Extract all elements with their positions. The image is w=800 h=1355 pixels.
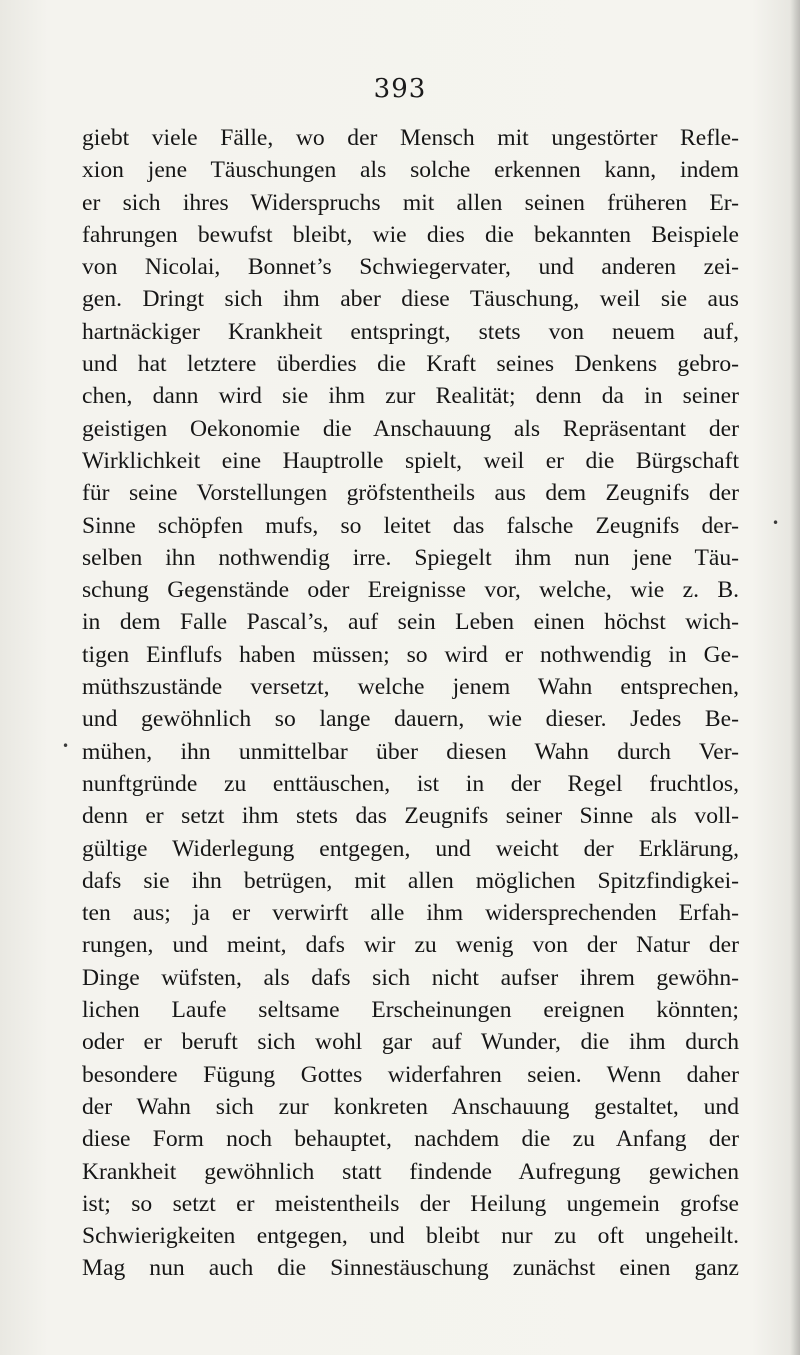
text-line: Wirklichkeit eine Hauptrolle spielt, weil er die Bürgschaft [82, 447, 739, 474]
text-line: für seine Vorstellungen gröfstentheils aus dem Zeugnifs der [82, 480, 739, 507]
text-line: ist; so setzt er meistentheils der Heilung ungemein grofse [82, 1190, 739, 1217]
text-line: Sinne schöpfen mufs, so leitet das falsche Zeugnifs der- [82, 512, 739, 539]
text-line: fahrungen bewufst bleibt, wie dies die bekannten Beispiele [82, 221, 739, 248]
text-line: denn er setzt ihm stets das Zeugnifs seiner Sinne als voll- [82, 803, 739, 830]
text-line: besondere Fügung Gottes widerfahren seien. Wenn daher [82, 1061, 739, 1088]
text-line: in dem Falle Pascal’s, auf sein Leben einen höchst wich- [82, 609, 739, 636]
text-line: giebt viele Fälle, wo der Mensch mit ungestörter Refle- [82, 125, 739, 151]
text-line: gültige Widerlegung entgegen, und weicht der Erklärung, [82, 835, 739, 862]
text-line: Krankheit gewöhnlich statt findende Aufregung gewichen [82, 1158, 739, 1185]
text-line: Mag nun auch die Sinnestäuschung zunächst einen ganz [82, 1255, 739, 1282]
text-line: er sich ihres Widerspruchs mit allen seinen früheren Er- [82, 189, 739, 216]
speck-mark: • [62, 739, 70, 753]
text-line: müthszustände versetzt, welche jenem Wahn entsprechen, [82, 674, 739, 701]
text-line: Dinge wüfsten, als dafs sich nicht aufser ihrem gewöhn- [82, 964, 739, 991]
text-line: hartnäckiger Krankheit entspringt, stets von neuem auf, [82, 318, 739, 345]
page-number: 393 [373, 74, 427, 104]
speck-mark: • [772, 516, 780, 530]
text-line: chen, dann wird sie ihm zur Realität; denn da in seiner [82, 383, 739, 410]
text-line: tigen Einflufs haben müssen; so wird er nothwendig in Ge- [82, 641, 739, 668]
text-line: diese Form noch behauptet, nachdem die zu Anfang der [82, 1126, 739, 1153]
text-line: von Nicolai, Bonnet’s Schwiegervater, und anderen zei- [82, 254, 739, 281]
text-line: xion jene Täuschungen als solche erkennen kann, indem [82, 157, 739, 184]
text-line: oder er beruft sich wohl gar auf Wunder, die ihm durch [82, 1029, 739, 1056]
text-line: mühen, ihn unmittelbar über diesen Wahn durch Ver- [82, 738, 739, 765]
text-line: der Wahn sich zur konkreten Anschauung gestaltet, und [82, 1093, 739, 1120]
text-line: schung Gegenstände oder Ereignisse vor, welche, wie z. B. [82, 577, 739, 604]
text-line: ten aus; ja er verwirft alle ihm widersprechenden Erfah- [82, 900, 739, 927]
text-line: und hat letztere überdies die Kraft seines Denkens gebro- [82, 351, 739, 378]
text-line: rungen, und meint, dafs wir zu wenig von der Natur der [82, 932, 739, 959]
text-line: nunftgründe zu enttäuschen, ist in der Regel fruchtlos, [82, 770, 739, 797]
text-line: lichen Laufe seltsame Erscheinungen ereignen könnten; [82, 997, 739, 1024]
text-line: und gewöhnlich so lange dauern, wie dieser. Jedes Be- [82, 706, 739, 733]
page-edge-shadow [790, 0, 800, 1355]
body-text [82, 122, 739, 1285]
text-line: gen. Dringt sich ihm aber diese Täuschung, weil sie aus [82, 286, 739, 313]
text-line: geistigen Oekonomie die Anschauung als Repräsentant der [82, 415, 739, 442]
text-line: dafs sie ihn betrügen, mit allen möglichen Spitzfindigkei- [82, 867, 739, 894]
text-line: selben ihn nothwendig irre. Spiegelt ihm nun jene Täu- [82, 544, 739, 571]
text-line: Schwierigkeiten entgegen, und bleibt nur zu oft ungeheilt. [82, 1223, 739, 1250]
